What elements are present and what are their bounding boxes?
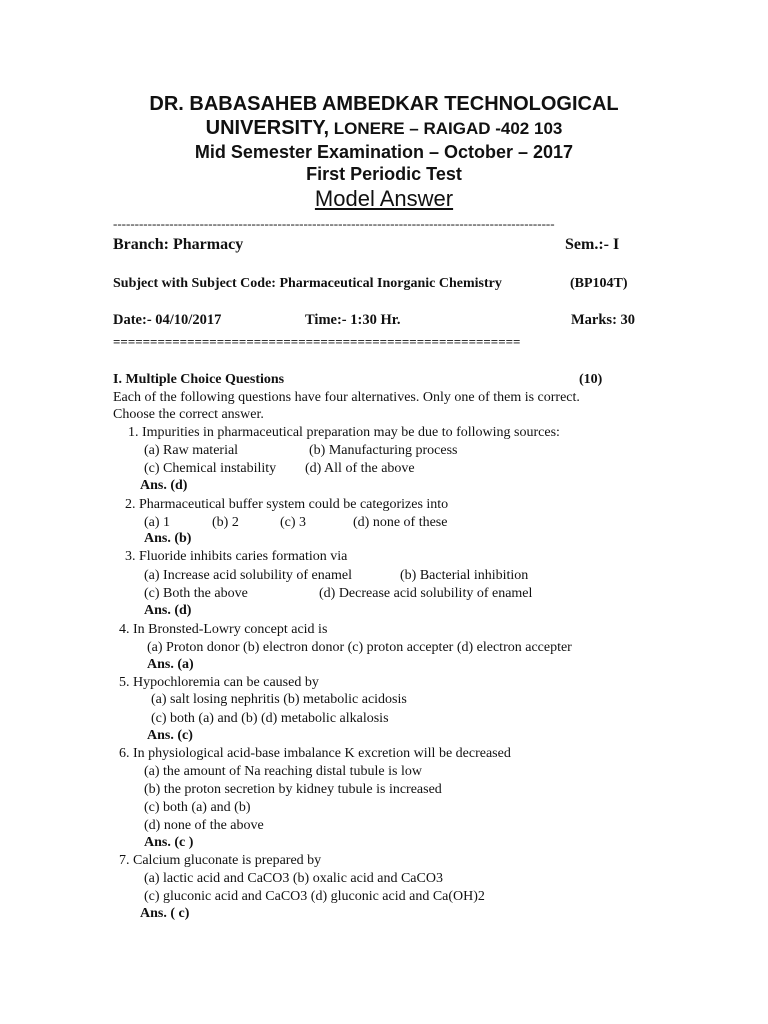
q3-option-b: (b) Bacterial inhibition [400, 568, 529, 583]
exam-title: Mid Semester Examination – October – 2017 [194, 142, 574, 162]
section-title: I. Multiple Choice Questions [113, 372, 285, 387]
q2-option-c: (c) 3 [280, 515, 307, 530]
double-divider: ======================================================= [113, 335, 521, 349]
q7-options-1: (a) lactic acid and CaCO3 (b) oxalic acid and CaCO3 [144, 871, 443, 886]
university-word: UNIVERSITY, [205, 117, 329, 139]
q5-options-2: (c) both (a) and (b) (d) metabolic alkalosis [151, 711, 389, 726]
q1-option-a: (a) Raw material [144, 443, 239, 458]
q1-option-b: (b) Manufacturing process [309, 443, 458, 458]
document-title: Model Answer [314, 186, 454, 211]
semester-label: Sem.:- I [565, 236, 620, 253]
q2-option-d: (d) none of these [353, 515, 448, 530]
question-1: 1. Impurities in pharmaceutical preparation may be due to following sources: [128, 425, 560, 440]
subject-label: Subject with Subject Code: Pharmaceutical Inorganic Chemistry [113, 276, 502, 291]
question-6: 6. In physiological acid-base imbalance K excretion will be decreased [119, 746, 511, 761]
section-instructions-2: Choose the correct answer. [113, 407, 264, 422]
q6-answer: Ans. (c ) [144, 835, 194, 850]
q1-option-c: (c) Chemical instability [144, 461, 277, 476]
q6-option-b: (b) the proton secretion by kidney tubule is increased [144, 782, 442, 797]
q7-answer: Ans. ( c) [140, 906, 190, 921]
university-name-line1: DR. BABASAHEB AMBEDKAR TECHNOLOGICAL [149, 93, 619, 115]
university-name-line2 [0, 117, 768, 140]
q6-option-c: (c) both (a) and (b) [144, 800, 251, 815]
exam-duration: Time:- 1:30 Hr. [305, 312, 401, 328]
q2-option-a: (a) 1 [144, 515, 171, 530]
subject-code: (BP104T) [570, 276, 628, 291]
q3-option-c: (c) Both the above [144, 586, 248, 601]
total-marks: Marks: 30 [571, 312, 636, 328]
q1-option-d: (d) All of the above [305, 461, 415, 476]
branch-label: Branch: Pharmacy [113, 236, 244, 253]
q6-option-a: (a) the amount of Na reaching distal tubule is low [144, 764, 422, 779]
test-title: First Periodic Test [306, 164, 462, 184]
question-7: 7. Calcium gluconate is prepared by [119, 853, 322, 868]
q3-option-a: (a) Increase acid solubility of enamel [144, 568, 352, 583]
q6-option-d: (d) none of the above [144, 818, 264, 833]
q3-answer: Ans. (d) [144, 603, 192, 618]
question-3: 3. Fluoride inhibits caries formation via [125, 549, 348, 564]
question-2: 2. Pharmaceutical buffer system could be categorizes into [125, 497, 449, 512]
q4-answer: Ans. (a) [147, 657, 194, 672]
q7-options-2: (c) gluconic acid and CaCO3 (d) gluconic acid and Ca(OH)2 [144, 889, 485, 904]
dashed-divider: ------------------------------------------------------------------------------------------------------ [113, 217, 555, 231]
q3-option-d: (d) Decrease acid solubility of enamel [319, 586, 533, 601]
q2-answer: Ans. (b) [144, 531, 192, 546]
section-instructions-1: Each of the following questions have four alternatives. Only one of them is correct. [113, 390, 580, 405]
q2-option-b: (b) 2 [212, 515, 239, 530]
q5-answer: Ans. (c) [147, 728, 193, 743]
exam-date: Date:- 04/10/2017 [113, 312, 222, 328]
section-marks: (10) [579, 372, 603, 387]
q5-options-1: (a) salt losing nephritis (b) metabolic acidosis [151, 692, 407, 707]
question-4: 4. In Bronsted-Lowry concept acid is [119, 622, 328, 637]
q4-options: (a) Proton donor (b) electron donor (c) proton accepter (d) electron accepter [147, 640, 572, 655]
q1-answer: Ans. (d) [140, 478, 188, 493]
question-5: 5. Hypochloremia can be caused by [119, 675, 319, 690]
university-location: LONERE – RAIGAD -402 103 [329, 119, 563, 138]
